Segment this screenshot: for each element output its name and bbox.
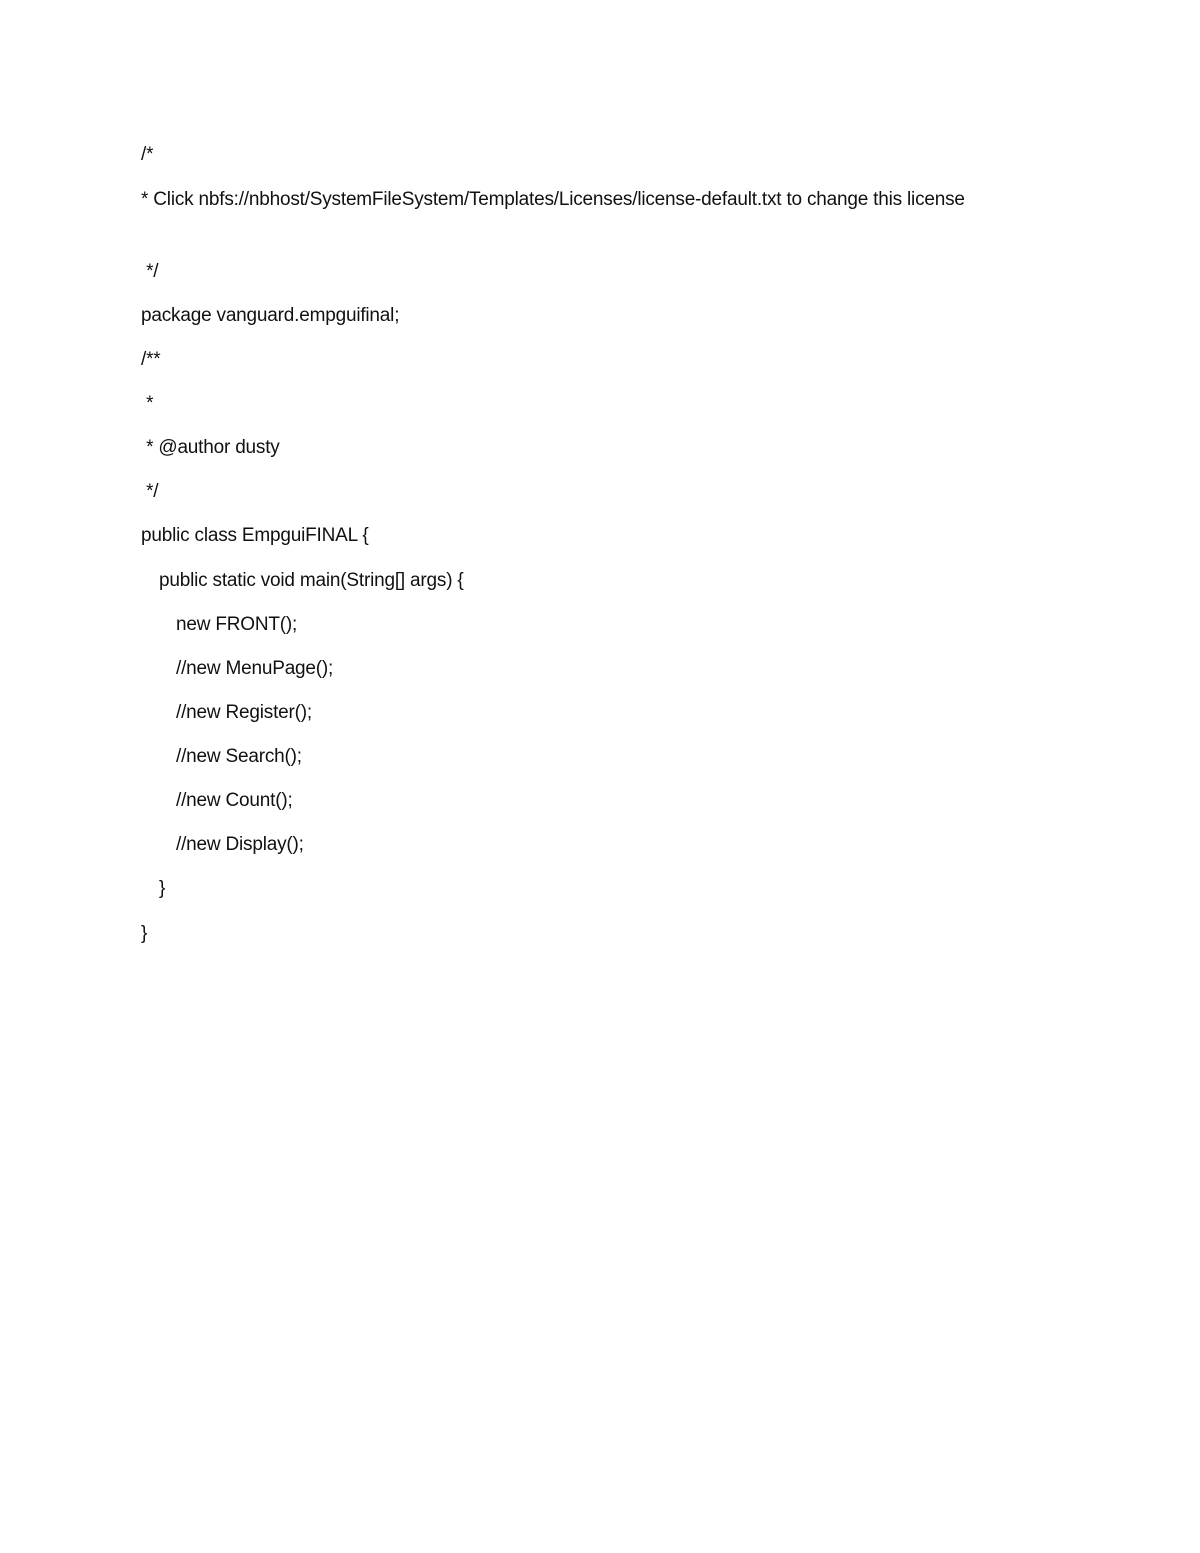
code-line-class-close: } — [141, 923, 148, 944]
code-line-class-declaration: public class EmpguiFINAL { — [141, 525, 369, 546]
code-line-count: //new Count(); — [176, 790, 293, 811]
code-line-package: package vanguard.empguifinal; — [141, 305, 400, 326]
code-line-javadoc-blank: * — [141, 393, 154, 414]
code-line-comment-start: /* — [141, 144, 154, 165]
code-line-new-front: new FRONT(); — [176, 614, 298, 635]
code-line-register: //new Register(); — [176, 702, 312, 723]
code-line-javadoc-end: */ — [141, 481, 159, 502]
code-line-method-close: } — [159, 878, 166, 899]
code-line-menupage: //new MenuPage(); — [176, 658, 334, 679]
code-line-comment-end: */ — [141, 261, 159, 282]
code-line-author: * @author dusty — [141, 437, 280, 458]
code-line-display: //new Display(); — [176, 834, 304, 855]
code-line-search: //new Search(); — [176, 746, 302, 767]
code-line-javadoc-start: /** — [141, 349, 161, 370]
code-line-main-method: public static void main(String[] args) { — [159, 570, 464, 591]
code-line-license-comment: * Click nbfs://nbhost/SystemFileSystem/Templates/Licenses/license-default.txt to change this license — [141, 189, 965, 210]
